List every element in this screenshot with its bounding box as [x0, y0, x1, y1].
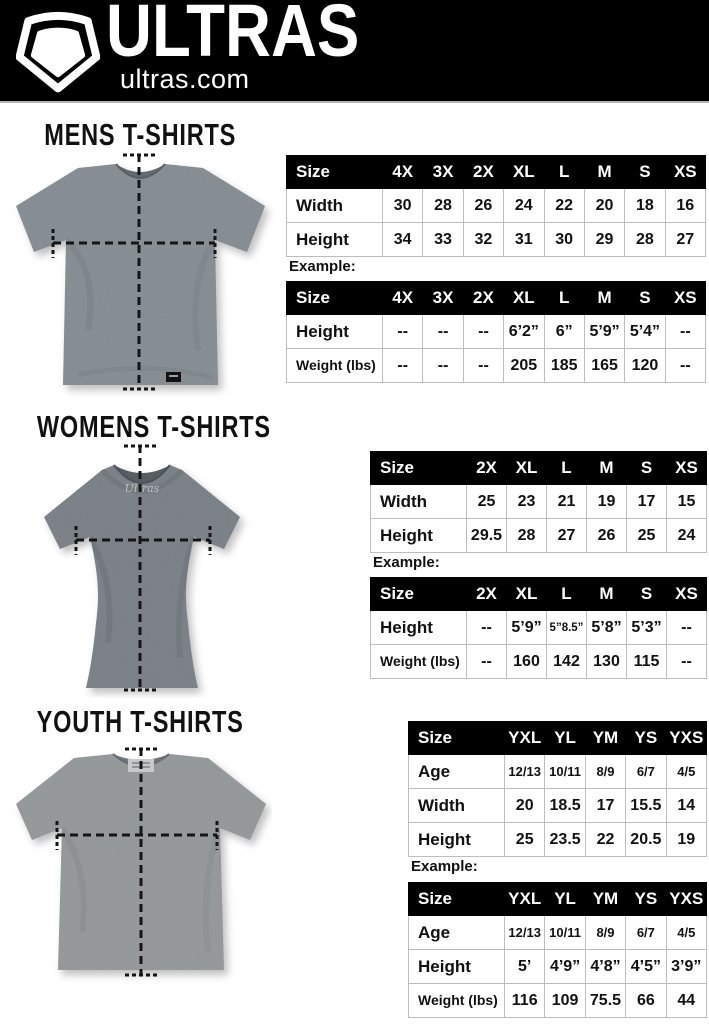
value-cell: 165: [584, 349, 624, 383]
value-cell: 21: [547, 485, 587, 519]
value-cell: --: [383, 349, 423, 383]
youth-example-label: Example:: [411, 858, 478, 875]
table-row: [409, 755, 707, 789]
table-row: [371, 645, 707, 679]
row-label: Height: [409, 823, 505, 857]
value-cell: 27: [665, 223, 705, 257]
size-column-header: 3X: [423, 156, 463, 189]
header-bar: [0, 0, 709, 103]
value-cell: 29.5: [467, 519, 507, 553]
value-cell: 6/7: [626, 916, 666, 950]
size-column-header: 3X: [423, 282, 463, 315]
size-column-header: L: [547, 452, 587, 485]
value-cell: 4/5: [666, 916, 706, 950]
value-cell: 19: [666, 823, 706, 857]
value-cell: 12/13: [505, 916, 545, 950]
womens-tshirt-image: [20, 443, 265, 698]
value-cell: 30: [383, 189, 423, 223]
youth-section-title: YOUTH T-SHIRTS: [36, 704, 244, 739]
value-cell: --: [463, 315, 503, 349]
size-header-label: Size: [409, 722, 505, 755]
mens-tshirt-image: [8, 150, 280, 402]
value-cell: 109: [545, 984, 585, 1018]
row-label: Weight (lbs): [409, 984, 505, 1018]
value-cell: 33: [423, 223, 463, 257]
size-column-header: 4X: [383, 156, 423, 189]
size-header-label: Size: [371, 452, 467, 485]
value-cell: 10/11: [545, 755, 585, 789]
size-column-header: YM: [585, 722, 625, 755]
size-column-header: M: [584, 282, 624, 315]
value-cell: 5’3”: [627, 611, 667, 645]
youth-tshirt-image: [10, 742, 272, 982]
mens-section-title: MENS T-SHIRTS: [44, 117, 236, 152]
value-cell: 66: [626, 984, 666, 1018]
value-cell: 3’9”: [666, 950, 706, 984]
value-cell: --: [467, 645, 507, 679]
value-cell: 24: [504, 189, 544, 223]
value-cell: 160: [507, 645, 547, 679]
table-row: [287, 223, 706, 257]
size-column-header: L: [547, 578, 587, 611]
value-cell: --: [423, 315, 463, 349]
value-cell: 44: [666, 984, 706, 1018]
size-column-header: YM: [585, 883, 625, 916]
size-column-header: XL: [504, 282, 544, 315]
size-column-header: YXS: [666, 883, 706, 916]
value-cell: 8/9: [585, 755, 625, 789]
pentagon-crest-icon: [16, 5, 100, 95]
size-column-header: S: [627, 578, 667, 611]
value-cell: 75.5: [585, 984, 625, 1018]
value-cell: 19: [587, 485, 627, 519]
size-header-label: Size: [287, 282, 383, 315]
value-cell: 115: [627, 645, 667, 679]
neck-label: Ultras: [124, 482, 160, 495]
value-cell: 28: [423, 189, 463, 223]
row-label: Height: [371, 611, 467, 645]
value-cell: 4’9”: [545, 950, 585, 984]
value-cell: 12/13: [505, 755, 545, 789]
size-header-label: Size: [287, 156, 383, 189]
size-column-header: XS: [667, 578, 707, 611]
value-cell: 22: [585, 823, 625, 857]
value-cell: 31: [504, 223, 544, 257]
value-cell: 5’: [505, 950, 545, 984]
table-row: [371, 519, 707, 553]
youth-size-table: [408, 721, 707, 857]
value-cell: 6’2”: [504, 315, 544, 349]
row-label: Height: [287, 223, 383, 257]
value-cell: 4/5: [666, 755, 706, 789]
value-cell: 25: [467, 485, 507, 519]
size-column-header: YXL: [505, 722, 545, 755]
value-cell: 30: [544, 223, 584, 257]
value-cell: 18.5: [545, 789, 585, 823]
value-cell: --: [667, 645, 707, 679]
size-column-header: 4X: [383, 282, 423, 315]
size-column-header: XL: [507, 452, 547, 485]
size-column-header: 2X: [467, 578, 507, 611]
size-header-label: Size: [409, 883, 505, 916]
value-cell: 26: [463, 189, 503, 223]
womens-example-table: [370, 577, 707, 679]
size-column-header: L: [544, 156, 584, 189]
table-row: [409, 950, 707, 984]
table-row: [371, 611, 707, 645]
size-column-header: 2X: [463, 282, 503, 315]
size-column-header: 2X: [463, 156, 503, 189]
value-cell: 28: [625, 223, 665, 257]
value-cell: 20: [584, 189, 624, 223]
value-cell: 4’8”: [585, 950, 625, 984]
mens-example-table: [286, 281, 706, 383]
value-cell: 24: [667, 519, 707, 553]
value-cell: 14: [666, 789, 706, 823]
row-label: Width: [287, 189, 383, 223]
size-column-header: XL: [504, 156, 544, 189]
value-cell: 25: [627, 519, 667, 553]
value-cell: --: [665, 349, 705, 383]
row-label: Weight (lbs): [371, 645, 467, 679]
value-cell: 29: [584, 223, 624, 257]
value-cell: 20: [505, 789, 545, 823]
size-column-header: XS: [667, 452, 707, 485]
womens-section-title: WOMENS T-SHIRTS: [36, 409, 271, 444]
value-cell: --: [667, 611, 707, 645]
mens-example-label: Example:: [289, 258, 356, 275]
value-cell: 22: [544, 189, 584, 223]
value-cell: 20.5: [626, 823, 666, 857]
hem-tag: [166, 372, 181, 382]
value-cell: 17: [585, 789, 625, 823]
value-cell: --: [463, 349, 503, 383]
value-cell: 8/9: [585, 916, 625, 950]
size-column-header: S: [627, 452, 667, 485]
row-label: Height: [409, 950, 505, 984]
size-column-header: YS: [626, 883, 666, 916]
row-label: Weight (lbs): [287, 349, 383, 383]
value-cell: 5’9”: [507, 611, 547, 645]
table-row: [287, 315, 706, 349]
value-cell: 15.5: [626, 789, 666, 823]
size-column-header: YXL: [505, 883, 545, 916]
value-cell: 10/11: [545, 916, 585, 950]
row-label: Age: [409, 916, 505, 950]
value-cell: 5’9”: [584, 315, 624, 349]
table-row: [409, 984, 707, 1018]
value-cell: 5’8”: [587, 611, 627, 645]
value-cell: 6”: [544, 315, 584, 349]
value-cell: 17: [627, 485, 667, 519]
row-label: Width: [371, 485, 467, 519]
value-cell: 6/7: [626, 755, 666, 789]
value-cell: --: [467, 611, 507, 645]
size-column-header: M: [584, 156, 624, 189]
size-column-header: XS: [665, 282, 705, 315]
value-cell: 185: [544, 349, 584, 383]
table-row: [287, 349, 706, 383]
value-cell: 27: [547, 519, 587, 553]
size-column-header: S: [625, 156, 665, 189]
size-column-header: S: [625, 282, 665, 315]
value-cell: 15: [667, 485, 707, 519]
site-url: ultras.com: [120, 64, 250, 94]
brand-wordmark: ULTRAS: [106, 0, 360, 72]
value-cell: --: [423, 349, 463, 383]
table-row: [409, 823, 707, 857]
size-column-header: YL: [545, 722, 585, 755]
womens-size-table: [370, 451, 707, 553]
size-column-header: XL: [507, 578, 547, 611]
row-label: Height: [287, 315, 383, 349]
value-cell: 16: [665, 189, 705, 223]
value-cell: 205: [504, 349, 544, 383]
table-row: [371, 485, 707, 519]
table-row: [287, 189, 706, 223]
value-cell: 23: [507, 485, 547, 519]
size-column-header: YS: [626, 722, 666, 755]
value-cell: 142: [547, 645, 587, 679]
value-cell: 28: [507, 519, 547, 553]
size-column-header: M: [587, 578, 627, 611]
size-column-header: YL: [545, 883, 585, 916]
youth-example-table: [408, 882, 707, 1018]
table-row: [409, 789, 707, 823]
value-cell: 130: [587, 645, 627, 679]
value-cell: 116: [505, 984, 545, 1018]
size-column-header: M: [587, 452, 627, 485]
size-header-label: Size: [371, 578, 467, 611]
value-cell: 32: [463, 223, 503, 257]
value-cell: 34: [383, 223, 423, 257]
size-column-header: 2X: [467, 452, 507, 485]
table-row: [409, 916, 707, 950]
value-cell: 25: [505, 823, 545, 857]
value-cell: 23.5: [545, 823, 585, 857]
row-label: Width: [409, 789, 505, 823]
mens-size-table: [286, 155, 706, 257]
row-label: Height: [371, 519, 467, 553]
value-cell: --: [665, 315, 705, 349]
size-column-header: L: [544, 282, 584, 315]
value-cell: 18: [625, 189, 665, 223]
womens-example-label: Example:: [373, 554, 440, 571]
value-cell: 5’4”: [625, 315, 665, 349]
row-label: Age: [409, 755, 505, 789]
size-column-header: YXS: [666, 722, 706, 755]
value-cell: 26: [587, 519, 627, 553]
value-cell: 4’5”: [626, 950, 666, 984]
size-column-header: XS: [665, 156, 705, 189]
value-cell: 120: [625, 349, 665, 383]
value-cell: 5”8.5”: [547, 611, 587, 645]
value-cell: --: [383, 315, 423, 349]
